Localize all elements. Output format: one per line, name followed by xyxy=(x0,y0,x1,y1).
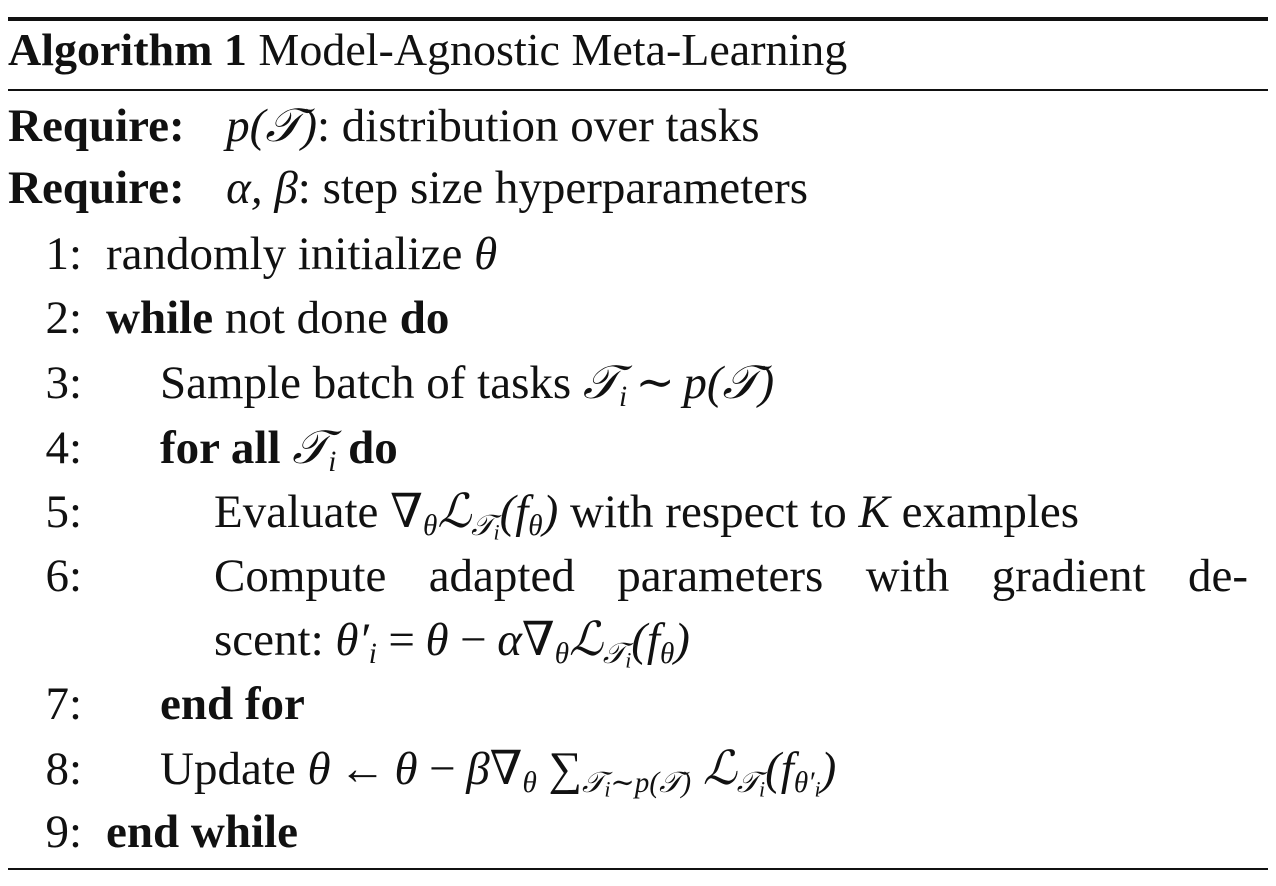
line-body: Evaluate $\nabla_\theta ℒ_{𝒯i}(f_\theta)$ with respect to K examples xyxy=(214,484,1080,545)
require-text: : distribution over tasks xyxy=(317,100,760,152)
algorithm-label: Algorithm 1 xyxy=(8,24,247,75)
line-number: 5: xyxy=(45,486,82,538)
line-number: 3: xyxy=(45,357,82,409)
bottom-rule xyxy=(8,868,1268,870)
require-keyword: Require: xyxy=(8,100,185,152)
keyword-while: while xyxy=(106,292,214,344)
line-number: 1: xyxy=(45,228,82,280)
keyword-do: do xyxy=(399,292,450,344)
line-body: Sample batch of tasks 𝒯$_i$ ∼ p(𝒯) xyxy=(160,355,775,414)
line-body: scent: $\theta'_i = \theta$ − $\alpha\nabla_\theta ℒ_{𝒯i}(f_\theta)$ xyxy=(214,612,690,673)
keyword-end-for: end for xyxy=(160,678,305,730)
require-line-2 xyxy=(8,160,1268,216)
algorithm-caption xyxy=(8,22,1268,78)
require-keyword: Require: xyxy=(8,162,185,214)
require-text: : step size hyperparameters xyxy=(297,162,809,214)
line-body xyxy=(160,676,305,732)
require-line-1 xyxy=(8,98,1268,154)
line-number: 9: xyxy=(45,806,82,858)
line-body: while not done do xyxy=(106,292,450,344)
require-math: α, β xyxy=(226,162,298,214)
line-number: 4: xyxy=(45,422,82,474)
line-number: 8: xyxy=(45,743,82,795)
keyword-do: do xyxy=(348,422,398,474)
keyword-end-while: end while xyxy=(106,806,298,858)
algorithm-title: Model-Agnostic Meta-Learning xyxy=(258,24,848,75)
line-body: Update θ ← $\theta - \beta\nabla_\theta$ $\sum_{𝒯i\sim p(𝒯)}$ $ℒ_{𝒯i}(f_{\theta'i})$ xyxy=(160,741,837,802)
line-body: Compute adapted parameters with gradient de- xyxy=(214,550,1248,602)
line-body xyxy=(106,804,298,860)
line-body: for all 𝒯$_i$ do xyxy=(160,420,398,479)
line-number: 7: xyxy=(45,678,82,730)
caption-rule xyxy=(8,89,1268,91)
line-body: randomly initialize θ xyxy=(106,228,498,280)
require-math: p(𝒯) xyxy=(226,98,317,153)
keyword-for-all: for all xyxy=(160,422,281,474)
top-rule xyxy=(8,17,1268,21)
line-number: 2: xyxy=(45,292,82,344)
line-number: 6: xyxy=(45,550,82,602)
